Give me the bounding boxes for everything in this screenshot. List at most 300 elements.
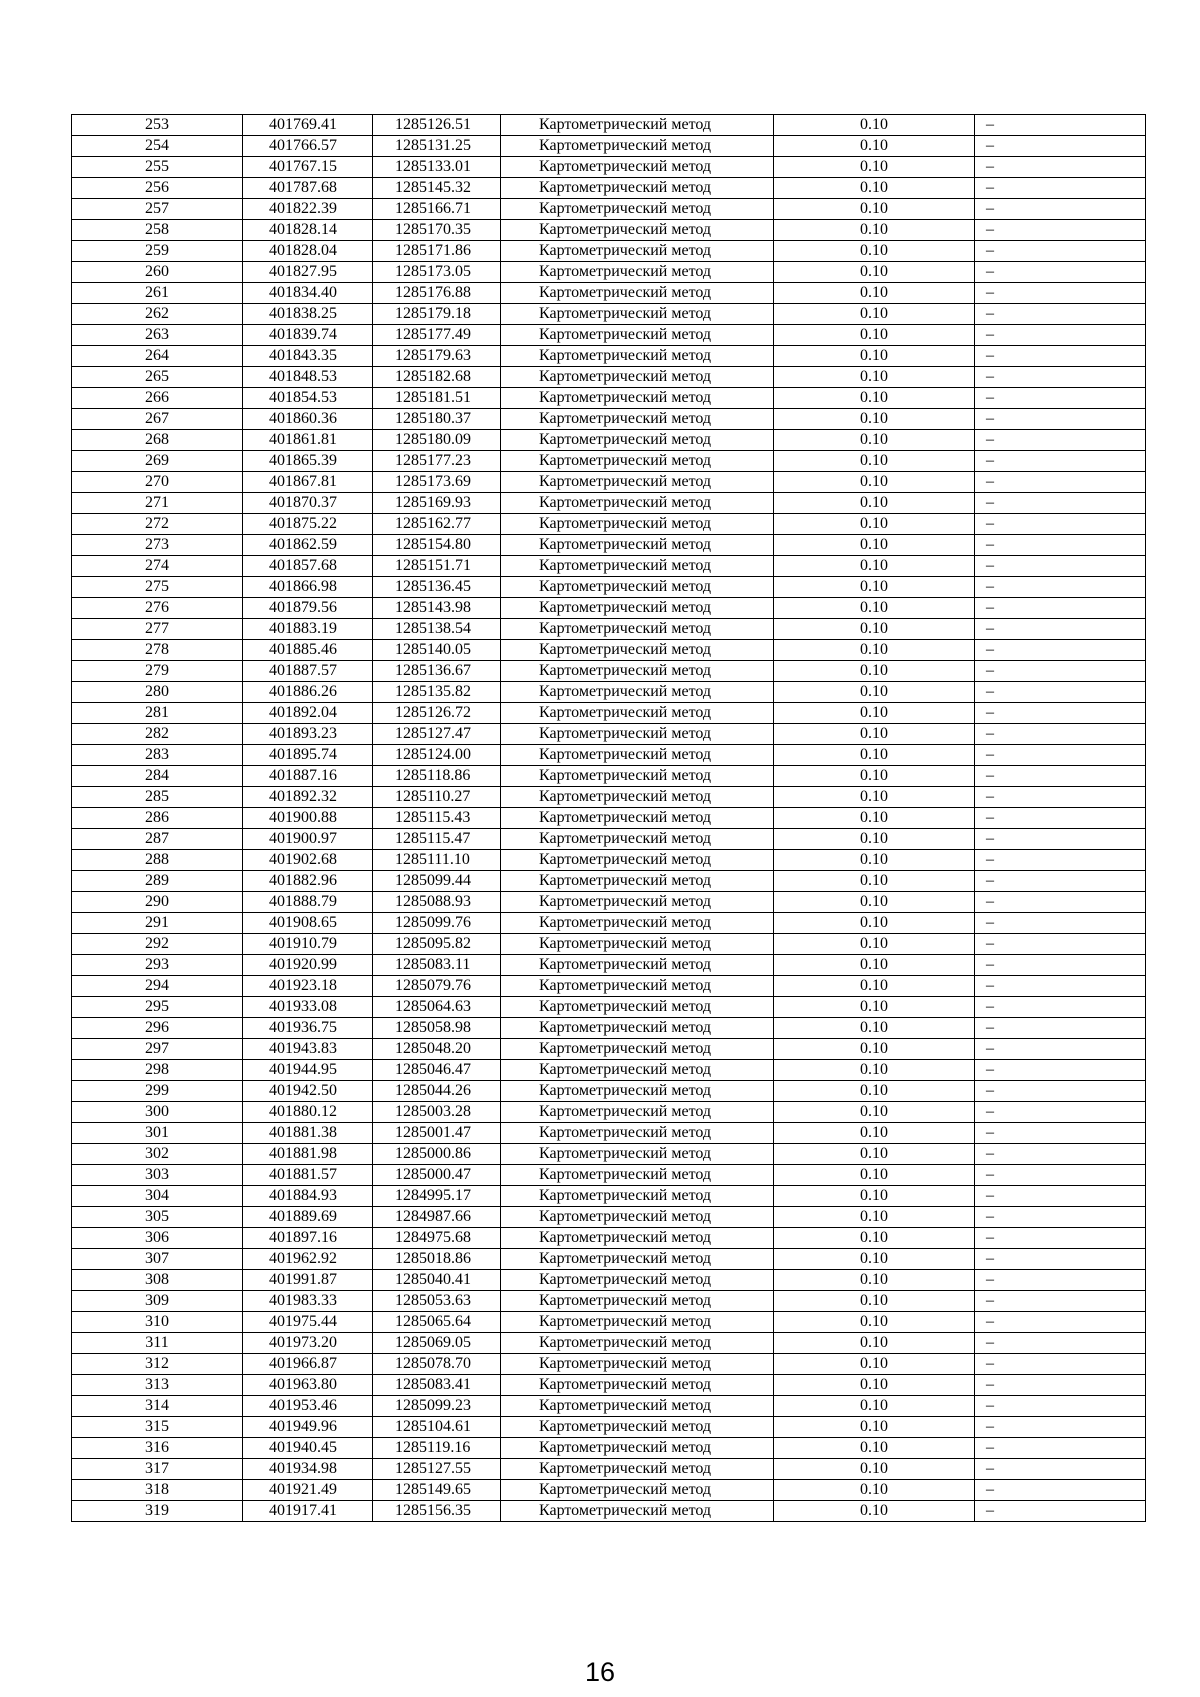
- description-cell: –: [975, 661, 1146, 682]
- accuracy-cell: 0.10: [774, 451, 975, 472]
- point-number-cell: 306: [72, 1228, 243, 1249]
- y-coordinate-cell: 1285000.47: [373, 1165, 501, 1186]
- y-coordinate-cell: 1285180.37: [373, 409, 501, 430]
- x-coordinate-cell: 401875.22: [243, 514, 373, 535]
- y-coordinate-cell: 1285119.16: [373, 1438, 501, 1459]
- table-row: [72, 1501, 1146, 1522]
- table-row: [72, 577, 1146, 598]
- description-cell: –: [975, 1186, 1146, 1207]
- point-number-cell: 312: [72, 1354, 243, 1375]
- accuracy-cell: 0.10: [774, 283, 975, 304]
- accuracy-cell: 0.10: [774, 577, 975, 598]
- x-coordinate-cell: 401893.23: [243, 724, 373, 745]
- point-number-cell: 314: [72, 1396, 243, 1417]
- y-coordinate-cell: 1285177.49: [373, 325, 501, 346]
- table-row: [72, 724, 1146, 745]
- accuracy-cell: 0.10: [774, 115, 975, 136]
- point-number-cell: 276: [72, 598, 243, 619]
- accuracy-cell: 0.10: [774, 598, 975, 619]
- table-row: [72, 304, 1146, 325]
- point-number-cell: 282: [72, 724, 243, 745]
- table-row: [72, 1333, 1146, 1354]
- method-cell: Картометрический метод: [501, 808, 774, 829]
- table-row: [72, 409, 1146, 430]
- method-cell: Картометрический метод: [501, 1144, 774, 1165]
- description-cell: –: [975, 1228, 1146, 1249]
- point-number-cell: 257: [72, 199, 243, 220]
- table-row: [72, 661, 1146, 682]
- accuracy-cell: 0.10: [774, 1312, 975, 1333]
- accuracy-cell: 0.10: [774, 1018, 975, 1039]
- x-coordinate-cell: 401879.56: [243, 598, 373, 619]
- method-cell: Картометрический метод: [501, 367, 774, 388]
- description-cell: –: [975, 241, 1146, 262]
- y-coordinate-cell: 1284975.68: [373, 1228, 501, 1249]
- description-cell: –: [975, 1438, 1146, 1459]
- point-number-cell: 256: [72, 178, 243, 199]
- method-cell: Картометрический метод: [501, 766, 774, 787]
- accuracy-cell: 0.10: [774, 766, 975, 787]
- y-coordinate-cell: 1285124.00: [373, 745, 501, 766]
- method-cell: Картометрический метод: [501, 493, 774, 514]
- y-coordinate-cell: 1285149.65: [373, 1480, 501, 1501]
- accuracy-cell: 0.10: [774, 409, 975, 430]
- method-cell: Картометрический метод: [501, 430, 774, 451]
- method-cell: Картометрический метод: [501, 325, 774, 346]
- table-row: [72, 325, 1146, 346]
- description-cell: –: [975, 1081, 1146, 1102]
- y-coordinate-cell: 1285078.70: [373, 1354, 501, 1375]
- table-row: [72, 1249, 1146, 1270]
- description-cell: –: [975, 913, 1146, 934]
- x-coordinate-cell: 401766.57: [243, 136, 373, 157]
- y-coordinate-cell: 1285110.27: [373, 787, 501, 808]
- x-coordinate-cell: 401892.04: [243, 703, 373, 724]
- description-cell: –: [975, 703, 1146, 724]
- x-coordinate-cell: 401892.32: [243, 787, 373, 808]
- x-coordinate-cell: 401887.57: [243, 661, 373, 682]
- point-number-cell: 295: [72, 997, 243, 1018]
- method-cell: Картометрический метод: [501, 1375, 774, 1396]
- table-row: [72, 1207, 1146, 1228]
- x-coordinate-cell: 401895.74: [243, 745, 373, 766]
- point-number-cell: 287: [72, 829, 243, 850]
- x-coordinate-cell: 401787.68: [243, 178, 373, 199]
- coordinates-table-body: [72, 115, 1146, 1522]
- accuracy-cell: 0.10: [774, 556, 975, 577]
- table-row: [72, 220, 1146, 241]
- y-coordinate-cell: 1285099.23: [373, 1396, 501, 1417]
- point-number-cell: 290: [72, 892, 243, 913]
- accuracy-cell: 0.10: [774, 1375, 975, 1396]
- accuracy-cell: 0.10: [774, 1123, 975, 1144]
- table-row: [72, 1312, 1146, 1333]
- x-coordinate-cell: 401983.33: [243, 1291, 373, 1312]
- y-coordinate-cell: 1285083.41: [373, 1375, 501, 1396]
- x-coordinate-cell: 401900.88: [243, 808, 373, 829]
- accuracy-cell: 0.10: [774, 199, 975, 220]
- method-cell: Картометрический метод: [501, 1060, 774, 1081]
- point-number-cell: 316: [72, 1438, 243, 1459]
- description-cell: –: [975, 619, 1146, 640]
- method-cell: Картометрический метод: [501, 451, 774, 472]
- y-coordinate-cell: 1285003.28: [373, 1102, 501, 1123]
- y-coordinate-cell: 1285181.51: [373, 388, 501, 409]
- method-cell: Картометрический метод: [501, 220, 774, 241]
- method-cell: Картометрический метод: [501, 1249, 774, 1270]
- method-cell: Картометрический метод: [501, 304, 774, 325]
- y-coordinate-cell: 1285099.44: [373, 871, 501, 892]
- description-cell: –: [975, 451, 1146, 472]
- table-row: [72, 1375, 1146, 1396]
- method-cell: Картометрический метод: [501, 115, 774, 136]
- table-row: [72, 1081, 1146, 1102]
- point-number-cell: 278: [72, 640, 243, 661]
- description-cell: –: [975, 829, 1146, 850]
- accuracy-cell: 0.10: [774, 1039, 975, 1060]
- y-coordinate-cell: 1285179.63: [373, 346, 501, 367]
- point-number-cell: 317: [72, 1459, 243, 1480]
- point-number-cell: 289: [72, 871, 243, 892]
- point-number-cell: 309: [72, 1291, 243, 1312]
- x-coordinate-cell: 401884.93: [243, 1186, 373, 1207]
- point-number-cell: 259: [72, 241, 243, 262]
- method-cell: Картометрический метод: [501, 556, 774, 577]
- method-cell: Картометрический метод: [501, 577, 774, 598]
- method-cell: Картометрический метод: [501, 1354, 774, 1375]
- point-number-cell: 284: [72, 766, 243, 787]
- x-coordinate-cell: 401902.68: [243, 850, 373, 871]
- y-coordinate-cell: 1285127.47: [373, 724, 501, 745]
- description-cell: –: [975, 514, 1146, 535]
- y-coordinate-cell: 1285170.35: [373, 220, 501, 241]
- method-cell: Картометрический метод: [501, 1165, 774, 1186]
- x-coordinate-cell: 401860.36: [243, 409, 373, 430]
- accuracy-cell: 0.10: [774, 787, 975, 808]
- method-cell: Картометрический метод: [501, 787, 774, 808]
- y-coordinate-cell: 1285162.77: [373, 514, 501, 535]
- method-cell: Картометрический метод: [501, 262, 774, 283]
- table-row: [72, 808, 1146, 829]
- description-cell: –: [975, 1060, 1146, 1081]
- accuracy-cell: 0.10: [774, 934, 975, 955]
- accuracy-cell: 0.10: [774, 220, 975, 241]
- description-cell: –: [975, 409, 1146, 430]
- y-coordinate-cell: 1284995.17: [373, 1186, 501, 1207]
- x-coordinate-cell: 401963.80: [243, 1375, 373, 1396]
- coordinates-table: [71, 114, 1146, 1522]
- table-row: [72, 598, 1146, 619]
- description-cell: –: [975, 1459, 1146, 1480]
- table-row: [72, 766, 1146, 787]
- description-cell: –: [975, 1144, 1146, 1165]
- table-row: [72, 451, 1146, 472]
- point-number-cell: 299: [72, 1081, 243, 1102]
- accuracy-cell: 0.10: [774, 388, 975, 409]
- x-coordinate-cell: 401886.26: [243, 682, 373, 703]
- description-cell: –: [975, 1396, 1146, 1417]
- point-number-cell: 304: [72, 1186, 243, 1207]
- table-row: [72, 1480, 1146, 1501]
- y-coordinate-cell: 1284987.66: [373, 1207, 501, 1228]
- accuracy-cell: 0.10: [774, 472, 975, 493]
- point-number-cell: 272: [72, 514, 243, 535]
- table-row: [72, 829, 1146, 850]
- accuracy-cell: 0.10: [774, 1144, 975, 1165]
- description-cell: –: [975, 388, 1146, 409]
- y-coordinate-cell: 1285133.01: [373, 157, 501, 178]
- y-coordinate-cell: 1285079.76: [373, 976, 501, 997]
- table-row: [72, 388, 1146, 409]
- description-cell: –: [975, 1270, 1146, 1291]
- x-coordinate-cell: 401921.49: [243, 1480, 373, 1501]
- point-number-cell: 313: [72, 1375, 243, 1396]
- accuracy-cell: 0.10: [774, 1270, 975, 1291]
- method-cell: Картометрический метод: [501, 1312, 774, 1333]
- method-cell: Картометрический метод: [501, 745, 774, 766]
- description-cell: –: [975, 262, 1146, 283]
- description-cell: –: [975, 724, 1146, 745]
- x-coordinate-cell: 401827.95: [243, 262, 373, 283]
- method-cell: Картометрический метод: [501, 913, 774, 934]
- table-row: [72, 346, 1146, 367]
- x-coordinate-cell: 401861.81: [243, 430, 373, 451]
- y-coordinate-cell: 1285126.72: [373, 703, 501, 724]
- method-cell: Картометрический метод: [501, 619, 774, 640]
- y-coordinate-cell: 1285000.86: [373, 1144, 501, 1165]
- description-cell: –: [975, 1291, 1146, 1312]
- description-cell: –: [975, 1354, 1146, 1375]
- description-cell: –: [975, 1480, 1146, 1501]
- point-number-cell: 297: [72, 1039, 243, 1060]
- y-coordinate-cell: 1285135.82: [373, 682, 501, 703]
- point-number-cell: 302: [72, 1144, 243, 1165]
- description-cell: –: [975, 472, 1146, 493]
- x-coordinate-cell: 401944.95: [243, 1060, 373, 1081]
- table-row: [72, 493, 1146, 514]
- point-number-cell: 274: [72, 556, 243, 577]
- accuracy-cell: 0.10: [774, 724, 975, 745]
- method-cell: Картометрический метод: [501, 703, 774, 724]
- x-coordinate-cell: 401885.46: [243, 640, 373, 661]
- x-coordinate-cell: 401828.14: [243, 220, 373, 241]
- accuracy-cell: 0.10: [774, 703, 975, 724]
- point-number-cell: 292: [72, 934, 243, 955]
- accuracy-cell: 0.10: [774, 913, 975, 934]
- accuracy-cell: 0.10: [774, 871, 975, 892]
- x-coordinate-cell: 401943.83: [243, 1039, 373, 1060]
- y-coordinate-cell: 1285126.51: [373, 115, 501, 136]
- table-row: [72, 535, 1146, 556]
- method-cell: Картометрический метод: [501, 1102, 774, 1123]
- method-cell: Картометрический метод: [501, 1207, 774, 1228]
- accuracy-cell: 0.10: [774, 430, 975, 451]
- method-cell: Картометрический метод: [501, 682, 774, 703]
- y-coordinate-cell: 1285171.86: [373, 241, 501, 262]
- description-cell: –: [975, 1123, 1146, 1144]
- method-cell: Картометрический метод: [501, 514, 774, 535]
- table-row: [72, 241, 1146, 262]
- point-number-cell: 293: [72, 955, 243, 976]
- y-coordinate-cell: 1285154.80: [373, 535, 501, 556]
- table-row: [72, 136, 1146, 157]
- y-coordinate-cell: 1285104.61: [373, 1417, 501, 1438]
- y-coordinate-cell: 1285151.71: [373, 556, 501, 577]
- table-row: [72, 1291, 1146, 1312]
- table-row: [72, 1186, 1146, 1207]
- x-coordinate-cell: 401857.68: [243, 556, 373, 577]
- point-number-cell: 263: [72, 325, 243, 346]
- y-coordinate-cell: 1285136.67: [373, 661, 501, 682]
- point-number-cell: 310: [72, 1312, 243, 1333]
- accuracy-cell: 0.10: [774, 997, 975, 1018]
- x-coordinate-cell: 401889.69: [243, 1207, 373, 1228]
- description-cell: –: [975, 283, 1146, 304]
- x-coordinate-cell: 401917.41: [243, 1501, 373, 1522]
- table-row: [72, 892, 1146, 913]
- accuracy-cell: 0.10: [774, 892, 975, 913]
- x-coordinate-cell: 401767.15: [243, 157, 373, 178]
- accuracy-cell: 0.10: [774, 745, 975, 766]
- y-coordinate-cell: 1285180.09: [373, 430, 501, 451]
- accuracy-cell: 0.10: [774, 367, 975, 388]
- accuracy-cell: 0.10: [774, 304, 975, 325]
- point-number-cell: 296: [72, 1018, 243, 1039]
- point-number-cell: 269: [72, 451, 243, 472]
- y-coordinate-cell: 1285095.82: [373, 934, 501, 955]
- x-coordinate-cell: 401888.79: [243, 892, 373, 913]
- table-row: [72, 934, 1146, 955]
- accuracy-cell: 0.10: [774, 1081, 975, 1102]
- table-row: [72, 871, 1146, 892]
- accuracy-cell: 0.10: [774, 1438, 975, 1459]
- table-row: [72, 430, 1146, 451]
- point-number-cell: 279: [72, 661, 243, 682]
- point-number-cell: 311: [72, 1333, 243, 1354]
- table-row: [72, 640, 1146, 661]
- point-number-cell: 265: [72, 367, 243, 388]
- x-coordinate-cell: 401866.98: [243, 577, 373, 598]
- accuracy-cell: 0.10: [774, 241, 975, 262]
- x-coordinate-cell: 401942.50: [243, 1081, 373, 1102]
- accuracy-cell: 0.10: [774, 1060, 975, 1081]
- table-row: [72, 1438, 1146, 1459]
- description-cell: –: [975, 430, 1146, 451]
- x-coordinate-cell: 401870.37: [243, 493, 373, 514]
- method-cell: Картометрический метод: [501, 157, 774, 178]
- description-cell: –: [975, 220, 1146, 241]
- description-cell: –: [975, 346, 1146, 367]
- method-cell: Картометрический метод: [501, 640, 774, 661]
- accuracy-cell: 0.10: [774, 976, 975, 997]
- y-coordinate-cell: 1285115.47: [373, 829, 501, 850]
- description-cell: –: [975, 1039, 1146, 1060]
- description-cell: –: [975, 598, 1146, 619]
- y-coordinate-cell: 1285173.05: [373, 262, 501, 283]
- point-number-cell: 281: [72, 703, 243, 724]
- x-coordinate-cell: 401881.98: [243, 1144, 373, 1165]
- accuracy-cell: 0.10: [774, 829, 975, 850]
- y-coordinate-cell: 1285176.88: [373, 283, 501, 304]
- method-cell: Картометрический метод: [501, 1417, 774, 1438]
- point-number-cell: 253: [72, 115, 243, 136]
- x-coordinate-cell: 401991.87: [243, 1270, 373, 1291]
- accuracy-cell: 0.10: [774, 661, 975, 682]
- x-coordinate-cell: 401940.45: [243, 1438, 373, 1459]
- accuracy-cell: 0.10: [774, 1354, 975, 1375]
- y-coordinate-cell: 1285058.98: [373, 1018, 501, 1039]
- y-coordinate-cell: 1285083.11: [373, 955, 501, 976]
- description-cell: –: [975, 976, 1146, 997]
- point-number-cell: 294: [72, 976, 243, 997]
- table-row: [72, 1102, 1146, 1123]
- table-row: [72, 1396, 1146, 1417]
- x-coordinate-cell: 401936.75: [243, 1018, 373, 1039]
- accuracy-cell: 0.10: [774, 955, 975, 976]
- description-cell: –: [975, 535, 1146, 556]
- method-cell: Картометрический метод: [501, 1459, 774, 1480]
- method-cell: Картометрический метод: [501, 535, 774, 556]
- point-number-cell: 319: [72, 1501, 243, 1522]
- accuracy-cell: 0.10: [774, 808, 975, 829]
- y-coordinate-cell: 1285069.05: [373, 1333, 501, 1354]
- point-number-cell: 285: [72, 787, 243, 808]
- table-row: [72, 115, 1146, 136]
- point-number-cell: 273: [72, 535, 243, 556]
- table-row: [72, 1417, 1146, 1438]
- table-row: [72, 1018, 1146, 1039]
- y-coordinate-cell: 1285064.63: [373, 997, 501, 1018]
- method-cell: Картометрический метод: [501, 1228, 774, 1249]
- y-coordinate-cell: 1285053.63: [373, 1291, 501, 1312]
- method-cell: Картометрический метод: [501, 724, 774, 745]
- description-cell: –: [975, 997, 1146, 1018]
- x-coordinate-cell: 401862.59: [243, 535, 373, 556]
- method-cell: Картометрический метод: [501, 472, 774, 493]
- y-coordinate-cell: 1285065.64: [373, 1312, 501, 1333]
- x-coordinate-cell: 401934.98: [243, 1459, 373, 1480]
- x-coordinate-cell: 401887.16: [243, 766, 373, 787]
- description-cell: –: [975, 1417, 1146, 1438]
- y-coordinate-cell: 1285143.98: [373, 598, 501, 619]
- description-cell: –: [975, 871, 1146, 892]
- table-row: [72, 703, 1146, 724]
- accuracy-cell: 0.10: [774, 493, 975, 514]
- accuracy-cell: 0.10: [774, 1228, 975, 1249]
- y-coordinate-cell: 1285156.35: [373, 1501, 501, 1522]
- point-number-cell: 267: [72, 409, 243, 430]
- description-cell: –: [975, 640, 1146, 661]
- description-cell: –: [975, 556, 1146, 577]
- point-number-cell: 286: [72, 808, 243, 829]
- y-coordinate-cell: 1285138.54: [373, 619, 501, 640]
- point-number-cell: 260: [72, 262, 243, 283]
- y-coordinate-cell: 1285099.76: [373, 913, 501, 934]
- method-cell: Картометрический метод: [501, 346, 774, 367]
- point-number-cell: 266: [72, 388, 243, 409]
- method-cell: Картометрический метод: [501, 178, 774, 199]
- method-cell: Картометрический метод: [501, 661, 774, 682]
- x-coordinate-cell: 401962.92: [243, 1249, 373, 1270]
- y-coordinate-cell: 1285166.71: [373, 199, 501, 220]
- x-coordinate-cell: 401822.39: [243, 199, 373, 220]
- description-cell: –: [975, 325, 1146, 346]
- y-coordinate-cell: 1285088.93: [373, 892, 501, 913]
- table-row: [72, 1459, 1146, 1480]
- point-number-cell: 262: [72, 304, 243, 325]
- description-cell: –: [975, 367, 1146, 388]
- point-number-cell: 318: [72, 1480, 243, 1501]
